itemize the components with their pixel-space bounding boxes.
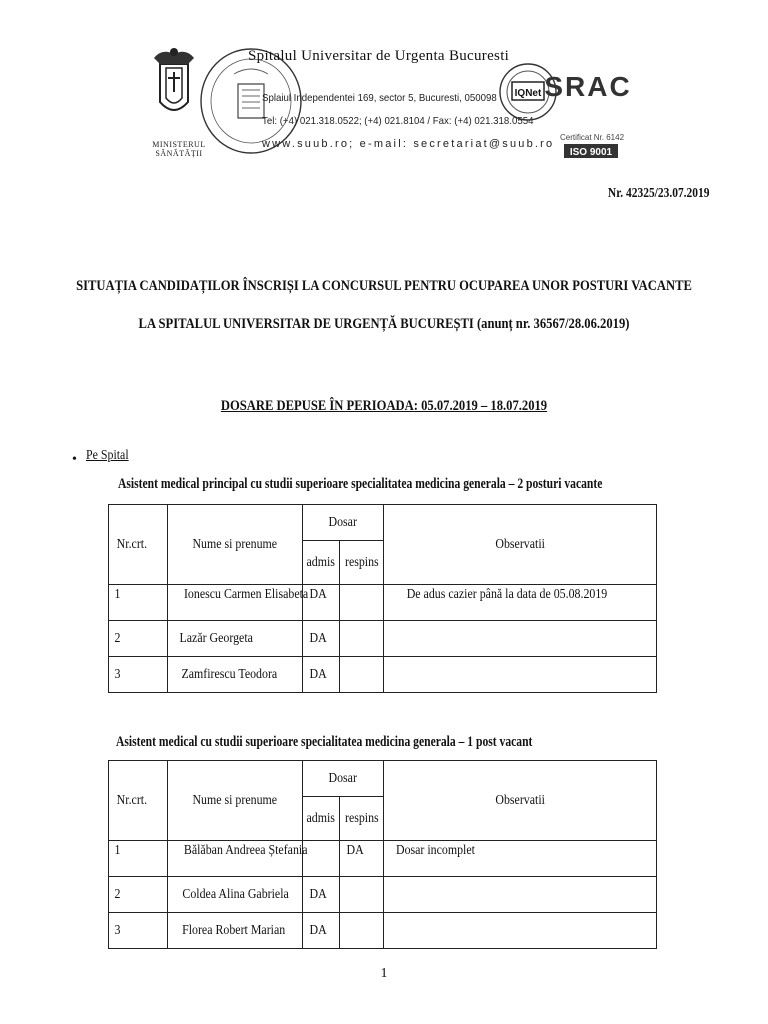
- ministry-label: MINISTERUL SĂNĂTĂȚII: [152, 140, 206, 158]
- page-number: 1: [380, 966, 388, 981]
- header-nr: Nr.crt.: [109, 761, 168, 841]
- srac-logo-text: SRAC: [544, 71, 632, 102]
- submission-period: DOSARE DEPUSE ÎN PERIOADA: 05.07.2019 – 18.07.2019: [220, 398, 548, 414]
- header-dosar: Dosar: [303, 505, 384, 541]
- table-row: 2 Lazăr Georgeta DA: [109, 621, 657, 657]
- header-respins: respins: [340, 541, 384, 585]
- table-row: 3 Florea Robert Marian DA: [109, 913, 657, 949]
- coat-of-arms-logo: [150, 44, 198, 140]
- header-name: Nume si prenume: [168, 761, 303, 841]
- header-name: Nume si prenume: [168, 505, 303, 585]
- header-observatii: Observatii: [384, 761, 657, 841]
- iso-logo-text: ISO 9001: [569, 147, 613, 158]
- table-row: 1 Ionescu Carmen Elisabeta DA De adus cazier până la data de 05.08.2019: [109, 585, 657, 621]
- certificate-number: Certificat Nr. 6142: [559, 133, 625, 142]
- iqnet-logo-text: IQNet: [514, 88, 542, 99]
- candidates-table-2: [108, 760, 657, 949]
- header-respins: respins: [340, 797, 384, 841]
- section-heading: Pe Spital: [86, 448, 129, 463]
- header-admis: admis: [303, 541, 340, 585]
- hospital-web-email: www.suub.ro; e-mail: secretariat@suub.ro: [262, 138, 555, 150]
- position-title-1: Asistent medical principal cu studii superioare specialitatea medicina generala – 2 posturi vacante: [118, 476, 603, 492]
- table-row: 3 Zamfirescu Teodora DA: [109, 657, 657, 693]
- table-row: 1 Bălăban Andreea Ștefania DA Dosar incomplet: [109, 841, 657, 877]
- header-observatii: Observatii: [384, 505, 657, 585]
- hospital-name: Spitalul Universitar de Urgenta Bucuresti: [248, 48, 510, 64]
- document-title-line-1: SITUAȚIA CANDIDAȚILOR ÎNSCRIȘI LA CONCURSUL PENTRU OCUPAREA UNOR POSTURI VACANTE: [76, 278, 692, 294]
- table-row: 2 Coldea Alina Gabriela DA: [109, 877, 657, 913]
- header-nr: Nr.crt.: [109, 505, 168, 585]
- document-number: Nr. 42325/23.07.2019: [608, 185, 710, 200]
- position-title-2: Asistent medical cu studii superioare specialitatea medicina generala – 1 post vacant: [116, 734, 533, 750]
- document-title-line-2: LA SPITALUL UNIVERSITAR DE URGENȚĂ BUCUREȘTI (anunț nr. 36567/28.06.2019): [138, 316, 630, 332]
- header-dosar: Dosar: [303, 761, 384, 797]
- header-admis: admis: [303, 797, 340, 841]
- hospital-address: Splaiul Independentei 169, sector 5, Bucuresti, 050098: [262, 92, 497, 104]
- bullet-icon: •: [72, 452, 77, 467]
- certification-logos: [500, 42, 632, 162]
- hospital-phone: Tel: (+4) 021.318.0522; (+4) 021.8104 / Fax: (+4) 021.318.0554: [262, 115, 534, 127]
- candidates-table-1: [108, 504, 657, 693]
